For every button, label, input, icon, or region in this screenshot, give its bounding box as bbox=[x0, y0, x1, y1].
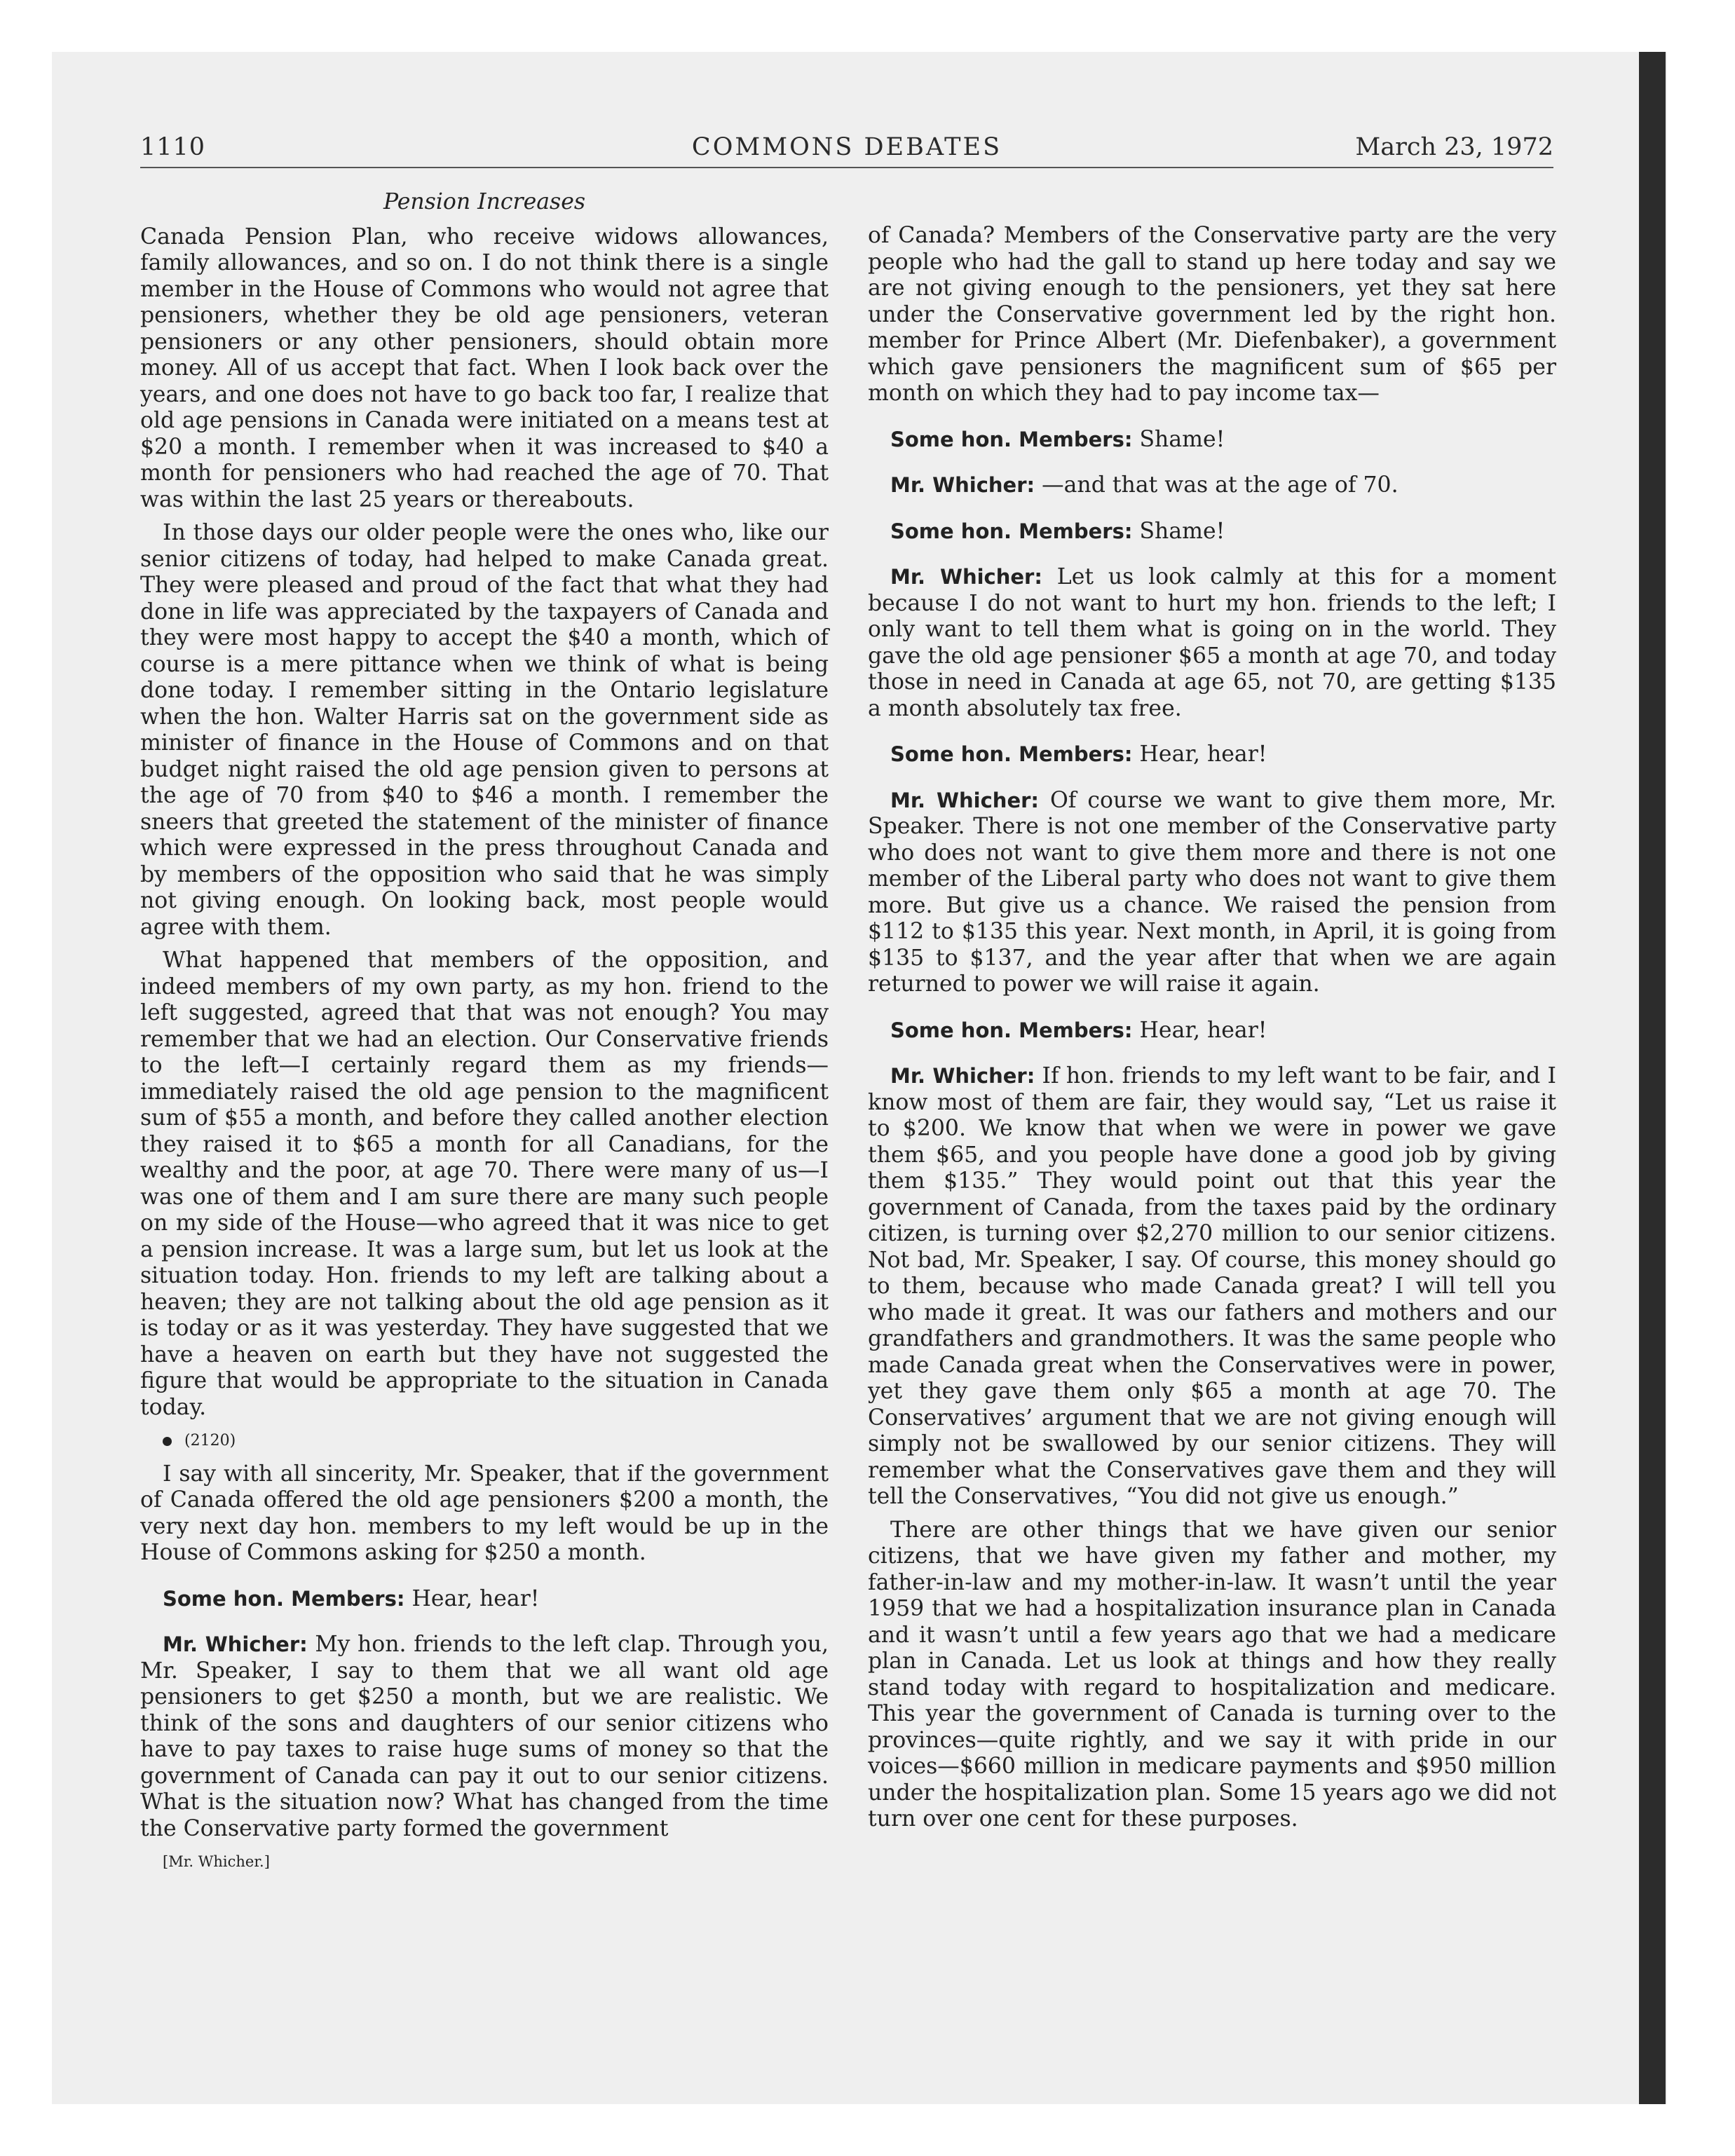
paragraph: What happened that members of the opposition, and indeed members of my own party, as my hon. friend to the left suggested, agreed that that was not enough? You may remember that we had an election. Our Conservative friends to the left—I certainly regard them as my friends—immediately raised the old age pension to the magnificent sum of $55 a month, and before they called another election they raised it to $65 a month for all Canadians, for the wealthy and the poor, at age 70. There were many of us—I was one of them and I am sure there are many such people on my side of the House—who agreed that it was nice to get a pension increase. It was a large sum, but let us look at the situation today. Hon. friends to my left are talking about a heaven; they are not talking about the old age pension as it is today or as it was yesterday. They have suggested that we have a heaven on earth but they have not suggested the figure that would be appropriate to the situation in Canada today. bbox=[140, 948, 829, 1420]
speech bbox=[868, 564, 1556, 722]
speech-text: If hon. friends to my left want to be fair, and I know most of them are fair, they would say, “Let us raise it to $200. We know that when we were in power we gave them $65, and you people have done a good job by giving them $135.” They would point out that this year the government of Canada, from the taxes paid by the ordinary citizen, is turning over $2,270 million to our senior citizens. Not bad, Mr. Speaker, I say. Of course, this money should go to them, because who made Canada great? I will tell you who made it great. It was our fathers and mothers and our grandfathers and grandmothers. It was the same people who made Canada great when the Conservatives were in power, yet they gave them only $65 a month at age 70. The Conservatives’ argument that we are not giving enough will simply not be swallowed by our senior citizens. They will remember what the Conservatives gave them and they will tell the Conservatives, “You did not give us enough.” bbox=[868, 1063, 1556, 1509]
speech bbox=[868, 788, 1556, 998]
left-column bbox=[140, 189, 829, 1883]
scan-edge-bar bbox=[1639, 52, 1666, 2104]
paragraph: There are other things that we have given our senior citizens, that we have given my father and mother, my father-in-law and my mother-in-law. It wasn’t until the year 1959 that we had a hospitalization insurance plan in Canada and it wasn’t until a few years ago that we had a medicare plan in Canada. Let us look at things and how they really stand today with regard to hospitalization and medicare. This year the government of Canada is turning over to the provinces—quite rightly, and we say it with pride in our voices—$660 million in medicare payments and $950 million under the hospitalization plan. Some 15 years ago we did not turn over one cent for these purposes. bbox=[868, 1517, 1556, 1831]
speech-text: Hear, hear! bbox=[1132, 1017, 1267, 1043]
page-header bbox=[140, 129, 1553, 168]
speaker-name: Mr. Whicher: bbox=[890, 565, 1042, 589]
speaker-name: Mr. Whicher: bbox=[890, 1064, 1035, 1088]
speaker-name: Mr. Whicher: bbox=[890, 473, 1035, 497]
footnote: [Mr. Whicher.] bbox=[163, 1853, 270, 1870]
speaker-name: Some hon. Members: bbox=[890, 519, 1133, 543]
speech bbox=[140, 1586, 829, 1613]
speech-text: Shame! bbox=[1132, 518, 1225, 544]
speech-text: Hear, hear! bbox=[1132, 742, 1267, 767]
page-number: 1110 bbox=[140, 133, 206, 161]
speaker-name: Some hon. Members: bbox=[163, 1586, 405, 1611]
speech bbox=[868, 427, 1556, 453]
speech-text: My hon. friends to the left clap. Through you, Mr. Speaker, I say to them that we all want old age pensioners to get $250 a month, but we are realistic. We think of the sons and daughters of our senior citizens who have to pay taxes to raise huge sums of money so that the government of Canada can pay it out to our senior citizens. What is the situation now? What has changed from the time the Conservative party formed the government bbox=[140, 1632, 829, 1841]
time-marker-text: (2120) bbox=[184, 1432, 236, 1449]
speech bbox=[868, 1063, 1556, 1510]
paragraph: of Canada? Members of the Conservative party are the very people who had the gall to stand up here today and say we are not giving enough to the pensioners, yet they sat here under the Conservative government led by the right hon. member for Prince Albert (Mr. Diefenbaker), a government which gave pensioners the magnificent sum of $65 per month on which they had to pay income tax— bbox=[868, 223, 1556, 406]
speech-text: Shame! bbox=[1132, 426, 1225, 452]
speech-text: —and that was at the age of 70. bbox=[1035, 472, 1399, 498]
speech bbox=[868, 1018, 1556, 1044]
bullet-icon bbox=[163, 1437, 172, 1446]
speech bbox=[140, 1632, 829, 1842]
paragraph: I say with all sincerity, Mr. Speaker, that if the government of Canada offered the old age pensioners $200 a month, the very next day hon. members to my left would be up in the House of Commons asking for $250 a month. bbox=[140, 1461, 829, 1565]
page-date: March 23, 1972 bbox=[1355, 133, 1553, 161]
speech bbox=[868, 472, 1556, 499]
section-title: Pension Increases bbox=[383, 189, 586, 214]
time-marker bbox=[140, 1428, 829, 1454]
paragraph: Canada Pension Plan, who receive widows allowances, family allowances, and so on. I do not think there is a single member in the House of Commons who would not agree that pensioners, whether they be old age pensioners, veteran pensioners or any other pensioners, should obtain more money. All of us accept that fact. When I look back over the years, and one does not have to go back too far, I realize that old age pensions in Canada were initiated on a means test at $20 a month. I remember when it was increased to $40 a month for pensioners who had reached the age of 70. That was within the last 25 years or thereabouts. bbox=[140, 224, 829, 512]
paragraph: In those days our older people were the ones who, like our senior citizens of today, had helped to make Canada great. They were pleased and proud of the fact that what they had done in life was appreciated by the taxpayers of Canada and they were most happy to accept the $40 a month, which of course is a mere pittance when we think of what is being done today. I remember sitting in the Ontario legislature when the hon. Walter Harris sat on the government side as minister of finance in the House of Commons and on that budget night raised the old age pension given to persons at the age of 70 from $40 to $46 a month. I remember the sneers that greeted the statement of the minister of finance which were expressed in the press throughout Canada and by members of the opposition who said that he was simply not giving enough. On looking back, most people would agree with them. bbox=[140, 520, 829, 940]
right-column bbox=[868, 223, 1556, 1840]
speech-text: Let us look calmly at this for a moment because I do not want to hurt my hon. friends to the left; I only want to tell them what is going on in the world. They gave the old age pensioner $65 a month at age 70, and today those in need in Canada at age 65, not 70, are getting $135 a month absolutely tax free. bbox=[868, 564, 1556, 721]
speaker-name: Some hon. Members: bbox=[890, 742, 1133, 766]
speech-text: Of course we want to give them more, Mr. Speaker. There is not one member of the Conservative party who does not want to give them more and there is not one member of the Liberal party who does not want to give them more. But give us a chance. We raised the pension from $112 to $135 this year. Next month, in April, it is going from $135 to $137, and the year after that when we are again returned to power we will raise it again. bbox=[868, 787, 1556, 997]
speaker-name: Some hon. Members: bbox=[890, 427, 1133, 451]
speech bbox=[868, 742, 1556, 768]
speaker-name: Mr. Whicher: bbox=[890, 788, 1040, 812]
speech-text: Hear, hear! bbox=[404, 1585, 540, 1611]
publication-title: COMMONS DEBATES bbox=[691, 133, 1002, 161]
speech bbox=[868, 519, 1556, 545]
speaker-name: Mr. Whicher: bbox=[163, 1632, 308, 1656]
speaker-name: Some hon. Members: bbox=[890, 1018, 1133, 1042]
